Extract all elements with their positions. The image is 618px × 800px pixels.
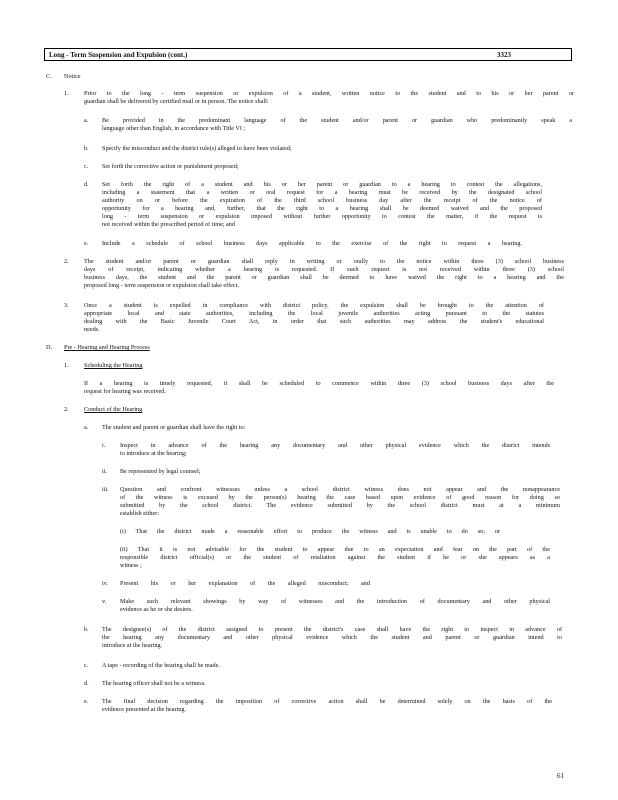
c1e-label: e.	[84, 240, 89, 247]
d2a-line: The student and parent or guardian shall have the right to:	[102, 424, 246, 431]
d2-title: Conduct of the Hearing	[84, 406, 143, 413]
c1d-line: authority on or before the expiration of the third school business day after the receipt of the notice of	[102, 197, 542, 204]
c1d-line: not received within the prescribed period of time; and	[102, 221, 235, 228]
c1-num: 1.	[64, 90, 69, 97]
c2-line: days of receipt, indicating whether a hearing is requested. If such request is not received within three (3) school	[84, 266, 564, 273]
d2b-line: the hearing any documentary and other physical evidence which the student and parent or guardian intend to	[102, 634, 562, 641]
c1d-line: opportunity for a hearing and, further, that the right to a hearing shall be deemed waived and the proposed	[102, 205, 542, 212]
c3-num: 3.	[64, 302, 69, 309]
c3-line: appropriate local and state authorities, including the local juvenile authorities acting pursuant to the statutes	[84, 310, 544, 317]
section-d-label: D.	[46, 344, 53, 351]
policy-number: 3323	[497, 51, 511, 59]
d1-num: 1.	[64, 362, 69, 369]
d2a-iii-line: Question and confront witnesses unless a school district witness does not appear and the nonappearance	[120, 486, 560, 493]
c3-line: dealing with the Basic Juvenile Court Act, in order that such authorities may address the student's educational	[84, 318, 544, 325]
d1-line: request for hearing was received.	[84, 388, 166, 395]
d2a-iii-sub: (ii) That it is not advisable for the student to appear due to an expectation and fear on the part of the	[120, 546, 550, 553]
d2-num: 2.	[64, 406, 69, 413]
c3-line: needs.	[84, 326, 100, 333]
d2a-ii-line: Be represented by legal counsel;	[120, 468, 201, 475]
c3-line: Once a student is expelled in compliance with district policy, the expulsion shall be brought to the attention of	[84, 302, 544, 309]
section-c-label: C.	[46, 73, 52, 80]
d2a-v-line: Make such relevant showings by way of witnesses and the introduction of documentary and other physical	[120, 598, 550, 605]
c1c-label: c.	[84, 163, 89, 170]
section-d-title: Pre - Hearing and Hearing Process	[64, 344, 150, 351]
c1d-line: long - term suspension or expulsion imposed without further opportunity to contest the matter, if the request is	[102, 213, 542, 220]
c1c-line: Set forth the corrective action or punishment proposed;	[102, 163, 239, 170]
c1-line: guardian shall be delivered by certified mail or in person. The notice shall:	[84, 98, 269, 105]
d2b-label: b.	[84, 626, 89, 633]
d2a-iii-sub: responsible district official(s) or the student of retaliation against the student if he or she appears as a	[120, 554, 550, 561]
c2-line: The student and/or parent or guardian shall reply in writing or orally to the notice within three (3) school business	[84, 258, 564, 265]
d2a-iii-line: establish either:	[120, 510, 160, 517]
d2a-iii-label: iii.	[102, 486, 109, 493]
c1e-line: Include a schedule of school business days applicable to the exercise of the right to request a hearing.	[102, 240, 522, 247]
c1a-line: Be provided in the predominant language of the student and/or parent or guardian who predominantly speak a	[102, 117, 572, 124]
page-number: 61	[557, 772, 564, 780]
d1-title: Scheduling the Hearing	[84, 362, 143, 369]
section-c-title: Notice	[64, 73, 81, 80]
d1-line: If a hearing is timely requested, it shall be scheduled to commence within three (3) school business days after the	[84, 380, 554, 387]
c1-line: Prior to the long - term suspension or expulsion of a student, written notice to the student and to his or her parent or	[84, 90, 574, 97]
d2a-ii-label: ii.	[102, 468, 107, 475]
c1d-line: Set forth the right of a student and his or her parent or guardian to a hearing to contest the allegations,	[102, 181, 542, 188]
d2d-label: d.	[84, 680, 89, 687]
d2e-label: e.	[84, 698, 89, 705]
c1a-line: language other than English, in accordance with Title VI ;	[102, 125, 246, 132]
d2a-i-line: to introduce at the hearing;	[120, 450, 187, 457]
d2c-label: c.	[84, 662, 89, 669]
d2c-line: A tape - recording of the hearing shall be made.	[102, 662, 220, 669]
policy-header-box	[44, 48, 572, 61]
c1d-label: d.	[84, 181, 89, 188]
c2-line: business days, the student and the parent or guardian shall be deemed to have waived the right to a hearing and the	[84, 274, 564, 281]
d2a-iii-line: of the witness is excused by the person(s) hearing the case based upon evidence of good reason for doing so	[120, 494, 560, 501]
c1b-line: Specify the misconduct and the district rule(s) alleged to have been violated;	[102, 145, 292, 152]
d2a-v-line: evidence as he or she desires.	[120, 606, 193, 613]
c1b-label: b.	[84, 145, 89, 152]
d2a-v-label: v.	[102, 598, 107, 605]
c2-num: 2.	[64, 258, 69, 265]
d2b-line: The designee(s) of the district assigned to present the district's case shall have the right to inspect in advance of	[102, 626, 562, 633]
d2e-line: The final decision regarding the imposition of corrective action shall be determined solely on the basis of the	[102, 698, 552, 705]
d2a-iv-line: Present his or her explanation of the alleged misconduct; and	[120, 580, 370, 587]
d2a-i-label: i.	[102, 442, 106, 449]
d2d-line: The hearing officer shall not be a witness.	[102, 680, 206, 687]
d2a-i-line: Inspect in advance of the hearing any documentary and other physical evidence which the district intends	[120, 442, 550, 449]
d2a-iii-sub: (i) That the district made a reasonable effort to produce the witness and is unable to do so; or	[120, 528, 500, 535]
c1a-label: a.	[84, 117, 89, 124]
d2a-label: a.	[84, 424, 89, 431]
policy-title: Long - Term Suspension and Expulsion (cont.)	[49, 51, 188, 59]
d2a-iii-line: submitted by the school district. The evidence submitted by the school district must at a minimum	[120, 502, 560, 509]
d2a-iii-sub: witness ;	[120, 562, 142, 569]
c2-line: proposed long - term suspension or expulsion shall take effect.	[84, 282, 239, 289]
d2a-iv-label: iv.	[102, 580, 108, 587]
d2b-line: introduce at the hearing.	[102, 642, 163, 649]
d2e-line: evidence presented at the hearing.	[102, 706, 187, 713]
c1d-line: including a statement that a written or oral request for a hearing must be received by the designated school	[102, 189, 542, 196]
